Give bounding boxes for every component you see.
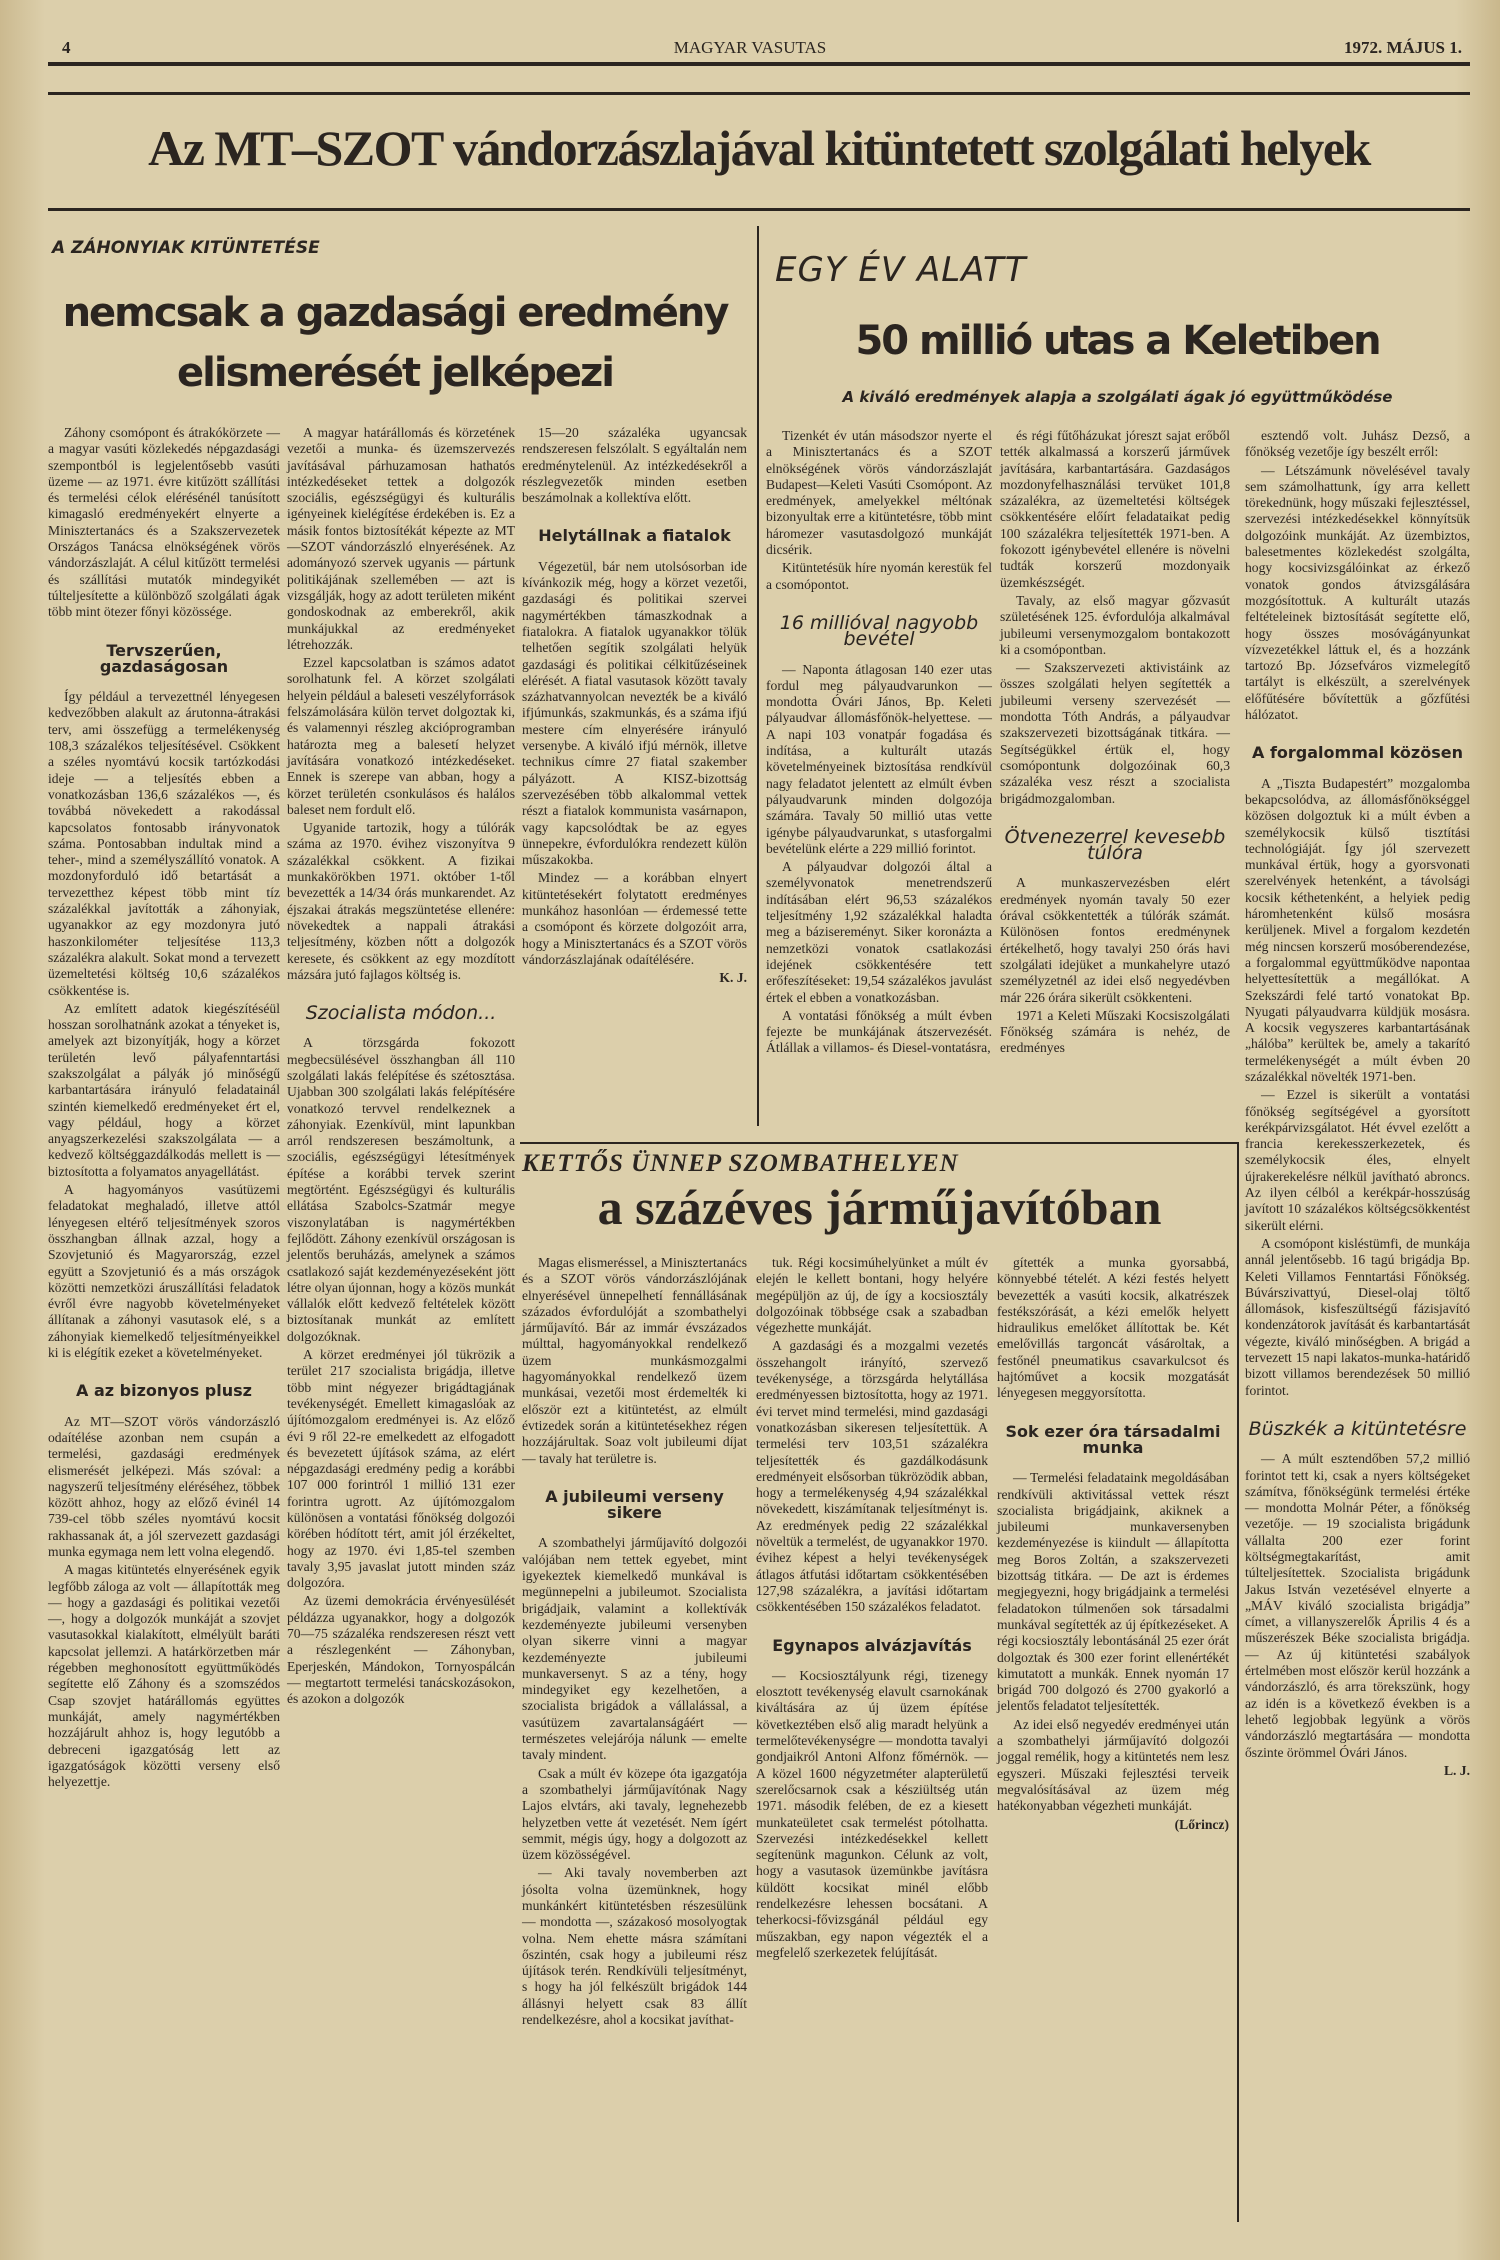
author-signature: K. J. [719,970,747,986]
left-headline-1: nemcsak a gazdasági eredmény [62,290,728,336]
article-paragraph: Végezetül, bár nem utolsósorban ide kívánkozik még, hogy a körzet vezetői, gazdasági és politikai szervei nagymértékben támaszkodnak a fiatalokra. A fiatalok ugyanakkor tölük telhetően segítik szolgálati helyük gazdasági és politikai célkitűzéseinek elérését. A fiatal vasutasok között tavaly százhatvannyolcan nevezték be a kiváló ifjúmunkás, szakmunkás, és a száma ifjú mestere cím elnyerésére irányuló versenybe. A kiváló ifjú mérnök, illetve technikus címre 27 fiatal szakember pályázott. A KISZ-bizottság szervezésében több alkalommal vettek részt a fiatalok kommunista vasárnapon, vagy kapcsolódtak be az egyes ünnepekre, évfordulókra rendezett külön műszakokba. [522,558,747,868]
article-paragraph: — Naponta átlagosan 140 ezer utas fordul meg pályaudvarunkon — mondotta Óvári János, Bp. Keleti pályaudvar állomásfőnök-helyettese. — A napi 103 vonatpár fogadása és indítása, a kulturált utazás követelményeinek biztosítása rendkívül nagy feladatot jelentett az elmúlt évben pályaudvarunk minden dolgozója számára. Tavaly 50 millió utas vette igénybe pályaudvarunkat, s utasforgalmi bevételünk elérte a 229 millió forintot. [766,661,992,856]
title-rule-bottom [48,208,1470,211]
article-paragraph: Ugyanide tartozik, hogy a túlórák száma az 1970. évihez viszonyítva 9 százalékkal csökkent. A fizikai munkakörökben 1971. október 1-től bevezették a 14/34 órás munkarendet. Az éjszakai átrakás megszüntetése ellenére: növekedtek a nappali átrakási teljesítmény, közben nőtt a dolgozók keresete, és csökkent az egy mozdított mázsára jutó fajlagos költség is. [287,820,515,982]
article-subheading: Ötvenezerrel kevesebb túlóra [1004,825,1226,865]
right-subheadline: A kiváló eredmények alapja a szolgálati ágak jó együttműködése [842,388,1393,406]
article-subheading: Sok ezer óra társadalmi munka [1005,1421,1221,1457]
article-subheading: Helytállnak a fiatalok [538,526,731,546]
header-rule [48,62,1470,66]
article-subheading: A forgalommal közösen [1252,743,1463,763]
article-paragraph: Így például a tervezettnél lényegesen kedvezőbben alakult az árutonna-átrakási terv, ami összefügg a termelékenység 108,3 százalékos teljesítésével. Csökkent a széles nyomtávú kocsik tartózkodási ideje — a teljesítés ebben a vonatkozásban 136,6 százalékos —, és továbbá növekedett a rakodással kapcsolatos fontosabb irányvonatok száma. Pontosabban indultak mind a teher-, mind a személyszállító vonatok. A mozdonyforduló idő betartását a tervezetthez képest több mint tíz százalékkal javították a záhonyiak, ugyanakkor az egy mozdonyra jutó haszonkilométer teljesítése 113,3 százalékra alakult. Sokat mond a tervezett üzemeltetési költség 10,6 százalékos csökkentése is. [48,689,280,998]
article-paragraph: A magas kitüntetés elnyerésének egyik legfőbb záloga az volt — állapították meg — hogy a gazdasági és politikai vezetői —, hogy a dolgozók munkáját a szovjet vasutasokkal kialakított, elmélyült baráti kapcsolat jellemzi. A határkörzetben már régebben meghonosított együttműködés segítette elő Záhony és a szomszédos Csap szovjet határállomás együttes munkáját, amely nagymértékben hozzájárult ahhoz is, hogy legutóbb a debreceni igazgatóság lett az igazgatóságok közötti verseny első helyezettje. [48,1562,280,1790]
article-paragraph: A körzet eredményei jól tükrözik a terület 217 szocialista brigádja, illetve több mint négyezer brigádtagjának tevékenységét. Emellett kimagaslóak az újítómozgalom eredményei is. Az előző évi 9 ről 22-re emelkedett az elfogadott és bevezetett újítások száma, az elért népgazdasági eredmény pedig a korábbi 107 000 forintról 1 millió 131 ezer forintra ugrott. Az újítómozgalom különösen a vontatási főnökség dolgozói körében hódított tért, amit jól érzékeltet, hogy az 1970. évi 1,85-tel szemben tavaly 3,95 javaslat jutott minden száz dolgozóra. [287,1347,515,1591]
article-paragraph: A hagyományos vasútüzemi feladatokat meghaladó, illetve attól lényegesen eltérő teljesítmények szoros összhangban állnak azzal, hogy a Szovjetunió és Magyarország, ezzel együtt a Szovjetunió és a más országok közötti nemzetközi áruszállítási feladatok évről évre nagyobb követelményeket állítanak a záhonyi vasutasok elé, s a záhonyiak kiemelkedő teljesítményeikkel ki is elégítik ezeket a követelményeket. [48,1182,280,1361]
article-paragraph: Mindez — a korábban elnyert kitüntetésekért folytatott eredményes munkához hasonlóan — érdemessé tette a csomópont és körzete dolgozóit arra, hogy a Minisztertanács és a SZOT vörös vándorzászlajának odaítélésére. [522,870,747,967]
article-paragraph: Ezzel kapcsolatban is számos adatot sorolhatunk fel. A körzet szolgálati helyein például a baleseti veszélyforrások felszámolására külön tervet dolgoztak ki, és valamennyi részleg akcióprogramban határozta meg a balesetí helyzet javítására vonatkozó intézkedéseket. Ennek is szerepe van abban, hogy a körzet területén csonkulásos és halálos baleset nem fordult elő. [287,655,515,817]
article-paragraph: A pályaudvar dolgozói által a személyvonatok menetrendszerű indításában elért 96,53 százalékos teljesítmény 1,92 százalékkal haladta meg a bázisereményt. Siker koronázta a nemzetközi vonatok csatlakozási idejének csökkentésére tett erőfeszítéseket: 19,54 százalékos javulást értek el ebben a vonatkozásban. [766,859,992,1005]
left-column-1 [48,425,280,1792]
article-paragraph: A vontatási főnökség a múlt évben fejezte be munkájának átszervezését. Átlállak a villamos- és Diesel-vontatásra, [766,1007,992,1056]
section-divider [757,226,759,1126]
box-kicker: KETTŐS ÜNNEP SZOMBATHELYEN [522,1150,959,1177]
article-paragraph: A „Tiszta Budapestért” mozgalomba bekapcsolódva, az állomásfőnökséggel közösen dolgoztuk ki a múlt évben a személykocsik külső tisztítási technológiáját. Így jól szervezett munkával értük, hogy a gyorsvonati szerelvények hetenként, a távolsági kocsik kéthetenként, a helyiek pedig háromhetenként külső mosásra kerüljenek. Mivel a forgalom kezdetén még nincsen korszerű mosóberendezése, a forgalommal együttműködve napontaa helyettesítettük a megállókat. A Szekszárdi felé tartó vonatokat Bp. Nyugati pályaudvarra küldjük mosásra. A kocsik vegyszeres karbantartásának „hálóba” kerültek be, amely a takarító termelékenységét a múlt évben 20 százalékkal növelték 1971-ben. [1245,775,1470,1084]
article-paragraph: A munkaszervezésben elért eredmények nyomán tavaly 50 ezer órával csökkentették a túlórák számát. Különösen fontos eredménynek értékelhető, hogy tavalyi 250 órás havi szolgálati idejüket a munkahelyre utazó személyzetnél az idei első negyedévben már 226 órára sikerült csökkenteni. [1000,875,1230,1005]
page-number: 4 [62,38,71,57]
article-paragraph: Az említett adatok kiegészítéséül hosszan sorolhatnánk azokat a tényeket is, amelyek azt bizonyítják, hogy a körzet területén levő pályafenntartási szakszolgálat a pályák jó minőségű karbantartására irányuló feladatainál szintén kiemelkedő eredményeket ért el, vagy például, hogy a körzet anyagszerkezelési szakszolgálata — a kedvező költséggazdálkodás mellett is — biztosította a folyamatos anyagellátást. [48,1000,280,1179]
article-paragraph: Csak a múlt év közepe óta igazgatója a szombathelyi járműjavítónak Nagy Lajos elvtárs, aki tavaly, legnehezebb helyzetben vette át vezetését. Nem ígért semmit, mégis úgy, hogy a dolgozott az üzem közösségével. [522,1765,747,1863]
article-paragraph: gítették a munka gyorsabbá, könnyebbé tételét. A kézi festés helyett bevezették a vasúti kocsik, alkatrészek festékszórását, a kézi emelők helyett hidraulikus emelőket állítottak be. Két emelővillás targoncát vásároltak, a festőnél pneumatikus csavarkulcsot és hajtóművet a kocsik mozgatását lényegesen meggyorsította. [997,1255,1229,1401]
article-paragraph: — Szakszervezeti aktivistáink az összes szolgálati helyen segítették a jubileumi verseny szervezését — mondotta Tóth András, a pályaudvar szakszervezeti bizottságának titkára. — Segítségükkel értük el, hogy csomópontunk dolgozóinak 60,3 százaléka vesz részt a szocialista brigádmozgalomban. [1000,660,1230,806]
right-column-1 [766,428,992,1059]
left-column-3 [522,425,747,989]
left-kicker: A ZÁHONYIAK KITÜNTETÉSE [52,238,320,258]
article-paragraph: — A múlt esztendőben 57,2 millió forintot tett ki, csak a nyers költségeket számítva, főnökségünk termelési értéke — mondotta Molnár Péter, a főnökség vezetője. — 19 szocialista brigádunk vállalta 200 ezer forint költségmegtakarítást, amit túlteljesítettek. Szocialista brigádunk Jakus István vezetésével elnyerte a „MÁV kiváló szocialista brigádja” címet, a villanyszerelők Április 4 és a műszerészek Béke szocialista brigádja. — Az új kitüntetési szabályok értelmében most először kerül hozzánk a vándorzászló, és arra törekszünk, hogy az idén is a következő években is a lehető legjobbak legyünk a vörös vándorzászló megtartására — mondotta őszinte örömmel Óvári János. [1245,1451,1470,1760]
article-subheading: A az bizonyos plusz [76,1381,252,1401]
right-column-3 [1245,428,1470,1781]
article-subheading: Egynapos alvázjavítás [772,1635,972,1655]
box-column-1 [522,1255,747,2030]
left-column-2 [287,425,515,1710]
article-paragraph: — Létszámunk növelésével tavaly sem számolhattunk, így arra kellett törekednünk, hogy műszaki fejlesztéssel, szervezési intézkedésekkel könnyítsük dolgozóink munkáját. Az üzembiztos, balesetmentes közlekedést szolgálta, hogy kocsivizsgálóinkat az érkező vonatok gondos átvizsgálására mozgósítottuk. A kulturált utazás feltételeinek biztosítását segítette elő, hogy összes mosóvágányunkat vízvezetékkel láttuk el, és a hozzánk tartozó Bp. Józsefváros vizmelegítő tartályt is elkészült, a szerelvények előfűtésére bővítettük a gőzfűtési hálózatot. [1245,462,1470,723]
article-paragraph: A gazdasági és a mozgalmi vezetés összehangolt irányító, szervező tevékenysége, a törzsgárda helytállása eredményessen biztosította, hogy az 1971. évi tervet mind termelési, mind gazdasági vonatkozásban sikeresen teljesítettük. A termelési terv 103,51 százalékra teljesítették és gazdálkodásunk eredményeit elsősorban tükrözödik abban, hogy a termelékenység 4,94 százalékkal növekedett, kiszámítanak teljesítményt is. Az eredmények pedig 22 százalékkal növeltük a termelést, de ugyanakkor 1970. évihez képest a helyi tevékenységek átlagos átfutási időtartam csökkentésében 127,98 százalékra, a javítási időtartam csökkentésében 150 százalékos feladatot. [756,1338,988,1615]
article-paragraph: 15—20 százaléka ugyancsak rendszeresen felszólalt. S egyáltalán nem eredménytelenül. Az intézkedésekről a részlegvezetők minden esetben beszámolnak a kollektíva előtt. [522,425,747,506]
issue-date: 1972. MÁJUS 1. [1343,38,1462,57]
article-paragraph: Az idei első negyedév eredményei után a szombathelyi járműjavító dolgozói joggal remélik, hogy a kitüntetés nem lesz egyszeri. Műszaki fejlesztési terveik megvalósításával az üzem még hatékonyabban végezheti munkáját. [997,1716,1229,1814]
article-paragraph: A szombathelyi járműjavító dolgozói valójában nem tettek egyebet, mint igyekeztek kiemelkedő munkával is megünnepelni a jubileumot. Szocialista brigádjaik, valamint a kollektívák kezdeményezte jubileumi versenyben olyan sikerre vinni a magyar kezdeményezte jubileumi munkaversenyt. S az a tény, hogy mindegyiket egy kezelhetően, a szocialista brigádok a vállalással, a vasútüzem zavartalanságáért — természetes velejárója nálunk — emelte tavaly mindent. [522,1535,747,1763]
article-paragraph: esztendő volt. Juhász Dezső, a főnökség vezetője így beszélt erről: [1245,428,1470,460]
article-subheading: 16 millióval nagyobb bevétel [779,611,979,651]
box-divider [1237,1142,1239,2222]
article-paragraph: Az MT—SZOT vörös vándorzászló odaítélése azonban nem csupán a termelési, gazdasági eredmények elismerését jelképezi. Más szóval: a nagyszerű teljesítmény eléréséhez, többek között ahhoz, hogy az előző évinél 14 739-cel több széles nyomtávú kocsit rakhassanak át, a jól szervezett gazdasági munka egymaga nem lett volna elegendő. [48,1413,280,1559]
article-subheading: Tervszerűen, gazdaságosan [99,640,229,676]
article-subheading: A jubileumi verseny sikere [545,1486,724,1523]
article-paragraph: Magas elismeréssel, a Minisztertanács és a SZOT vörös vándorzászlójának elnyerésével ünnepelhetí fennállásának százados évfordulóját a szombathelyi járműjavító. Bár az immár évszázados múlttal, hagyományokkal rendelkező üzem munkásmozgalmi hagyományokkal rendelkező üzem munkásai, vezetői most érdemelték ki először ezt a kitüntetést, az elmúlt évtizedek során a kitüntetésekhez régen hozzájárultak. Soaz volt jubileumi díjat — tavaly hat területre is. [522,1255,747,1466]
article-paragraph: A törzsgárda fokozott megbecsülésével összhangban áll 110 szolgálati lakás felépítése és szétosztása. Ujabban 300 szolgálati lakás felépítésére vonatkozó tervvel rendelkeznek a záhonyiak. Ezenkívül, mint lapunkban arról rendszeresen beszámoltunk, a szociális, egészségügyi létesítmények építése a korábbi tervek szerint megtörtént. Egészségügyi és kulturális ellátása Szabolcs-Szatmár megye viszonylatában is nagymértékben fejlődött. Záhony ezenkívül országosan is jelentős beruházás, amelynek a számos csatlakozó saját kezdeményezéseként jött létre olyan újonnan, hogy a közös munkát vállalók előtt kedvező feltételek között biztosítanak munkát az említett dolgozóknak. [287,1035,515,1344]
article-paragraph: — Aki tavaly novemberben azt jósolta volna üzemünknek, hogy munkánkért kitüntetésben részesülünk — mondotta —, százakosó mosolyogtak volna. Nem ehette másra számítani őszintén, csak hogy a jubileumi rész újítások terén. Rendkívüli teljesítményt, s hogy ha jól felkészült brigádok 144 állásnyi helyett csak 83 állít rendelkezésre, ahol a kocsikat javíthat- [522,1865,747,2028]
article-paragraph: Záhony csomópont és átrakókörzete — a magyar vasúti közlekedés népgazdasági szempontból is legjelentősebb vasúti üzeme — az 1971. évre kitűzött szállítási és termelési célok elérésénél tanúsított kimagasló eredményekért elnyerte a Minisztertanács és a Szakszervezetek Országos Tanácsa elnökségének vörös vándorzászlaját. A célul kitűzött termelési és szállítási mutatók mindegyikét túlteljesítette a különböző szolgálati ágak több mint ötezer főnyi közössége. [48,425,280,620]
article-paragraph: — Ezzel is sikerült a vontatási főnökség segítségével a gyorsított kerékpárvizsgálatot. Hét évvel ezelőtt a francia kerekesszerkezetek, és személykocsik éles, elnyelt újrakerekelésre nélkül javítható abroncs. Az ilyen célból a kerékpár-hosszúság javított 10 százalékos költségcsökkentést sikerült elérni. [1245,1087,1470,1233]
article-subheading: Szocialista módon... [305,1002,497,1025]
article-paragraph: Kitüntetésük híre nyomán kerestük fel a csomópontot. [766,560,992,592]
title-rule-top [48,92,1470,95]
article-paragraph: — Kocsiosztályunk régi, tizenegy elosztott tevékenység elavult csarnokának kiváltására az új üzem építése következtében első alig maradt helyünk a termelőtevékenységre — mondotta tavalyi gondjaikról Antoni Alfonz főmérnök. — A közel 1600 négyzetméter alapterületű szerelőcsarnok csak a késziültség után 1971. második felében, de ez a kiesett munkateületet csak termelést pótolhatta. Szervezési intézkedésekkel kellett segítenünk magunkon. Célunk az volt, hogy a vasutasok üzemünkbe javításra küldött kocsikat minél előbb rendelkezésre lehessen bocsátani. A teherkocsi-fővizsgánál például egy műszakban, egy napon végezték el a megfelelő szerkezetek felújítását. [756,1667,988,1960]
box-rule [520,1142,1238,1144]
right-kicker: EGY ÉV ALATT [775,250,1027,290]
article-paragraph: tuk. Régi kocsimúhelyünket a múlt év elején le kellett bontani, hogy helyére megépüljön az új, de így a kocsiosztály dolgozóinak többsége csak a szabadban végezhette munkáját. [756,1255,988,1336]
author-signature: (Lőrincz) [1174,1816,1229,1832]
article-paragraph: és régi fűtőházukat jóreszt sajat erőből tették alkalmassá a korszerű járművek javítására, karbantartására. Gazdaságos mozdonyfelhasználási tervüket 101,8 százalékra, az üzemeltetési költségek csökkentésére előírt feladataikat pedig 100 százalékra teljesítették 1971-ben. A fokozott igénybevétel ellenére is növelni tudták korszerű mozdonyaik üzemkészségét. [1000,428,1230,590]
right-headline: 50 millió utas a Keletiben [855,318,1380,364]
article-paragraph: Az üzemi demokrácia érvényesülését példázza ugyanakkor, hogy a dolgozók 70—75 százaléka rendszeresen részt vett a részlegenként — Záhonyban, Eperjeskén, Mándokon, Tornyospálcán — megtartott termelési tanácskozásokon, és azokon a dolgozók [287,1593,515,1707]
author-signature: L. J. [1443,1762,1470,1778]
masthead: MAGYAR VASUTAS [673,38,827,57]
article-paragraph: A csomópont kisléstümfi, de munkája annál jelentősebb. 16 tagú brigádja Bp. Keleti Villamos Fenntartási Főnökség. Búvárszivattyú, Diesel-olaj töltő állomások, kisfeszültségű fázisjavító kondenzátorok javítását és karbantartását végezte, kiváló minőségben. A brigád a tervezett 15 napi lakatos-munka-határidő bizott villamos berendezések 50 millió forintot. [1245,1235,1470,1398]
article-paragraph: Tizenkét év után másodszor nyerte el a Minisztertanács és a SZOT elnökségének vörös vándorzászlaját Budapest—Keleti Vasúti Csomópont. Az eredmények, amelyekkel méltónak bizonyultak erre a kitüntetésre, több mint háromezer vasutasdolgozó munkáját dicsérik. [766,428,992,558]
article-paragraph: — Termelési feladataink megoldásában rendkívüli aktivitással vettek részt szocialista brigádjaink, akiknek a jubileumi munkaversenyben kezdeményezése is kiindult — állapította meg Boros Zoltán, a szakszervezeti bizottság titkára. — De azt is érdemes megjegyezni, hogy brigádjaink a termelési feladatokon túlmenően sok társadalmi munkával segítették az új építkezéseket. A régi kocsiosztály lebontásánál 25 ezer órát dolgoztak és 300 ezer forint ellenértékét kimutatott a munkák. Ennek nyomán 17 brigád 700 dolgozó és 2700 gyakorló a jelentős feladatot teljesítették. [997,1470,1229,1714]
right-column-2 [1000,428,1230,1059]
box-column-3 [997,1255,1229,1835]
page-title: Az MT–SZOT vándorzászlajával kitüntetett szolgálati helyek [148,120,1370,176]
article-paragraph: Tavaly, az első magyar gőzvasút születésének 125. évfordulója alkalmával jubileumi versenymozgalom bontakozott ki a csomópontban. [1000,592,1230,657]
article-paragraph: A magyar határállomás és körzetének vezetői a munka- és üzemszervezés javításával párhuzamosan hathatós intézkedéseket tettek a dolgozók szociális, egészségügyi és kulturális igényeinek kielégítése érdekében is. Ez a másik fontos biztosítékát képezte az MT—SZOT vándorzászló elnyerésének. Az adományozó szervek ugyanis — pártunk politikájának szellemében — azt is vizsgálják, hogy az adott területen miként gondoskodnak az emberekről, akik munkájukkal az eredményeket létrehozzák. [287,425,515,652]
box-headline: a százéves járműjavítóban [597,1179,1162,1235]
box-column-2 [756,1255,988,1963]
left-headline-2: elismerését jelképezi [177,350,613,396]
article-paragraph: 1971 a Keleti Műszaki Kocsiszolgálati Főnökség számára is nehéz, de eredményes [1000,1007,1230,1056]
article-subheading: Büszkék a kitüntetésre [1248,1417,1467,1440]
